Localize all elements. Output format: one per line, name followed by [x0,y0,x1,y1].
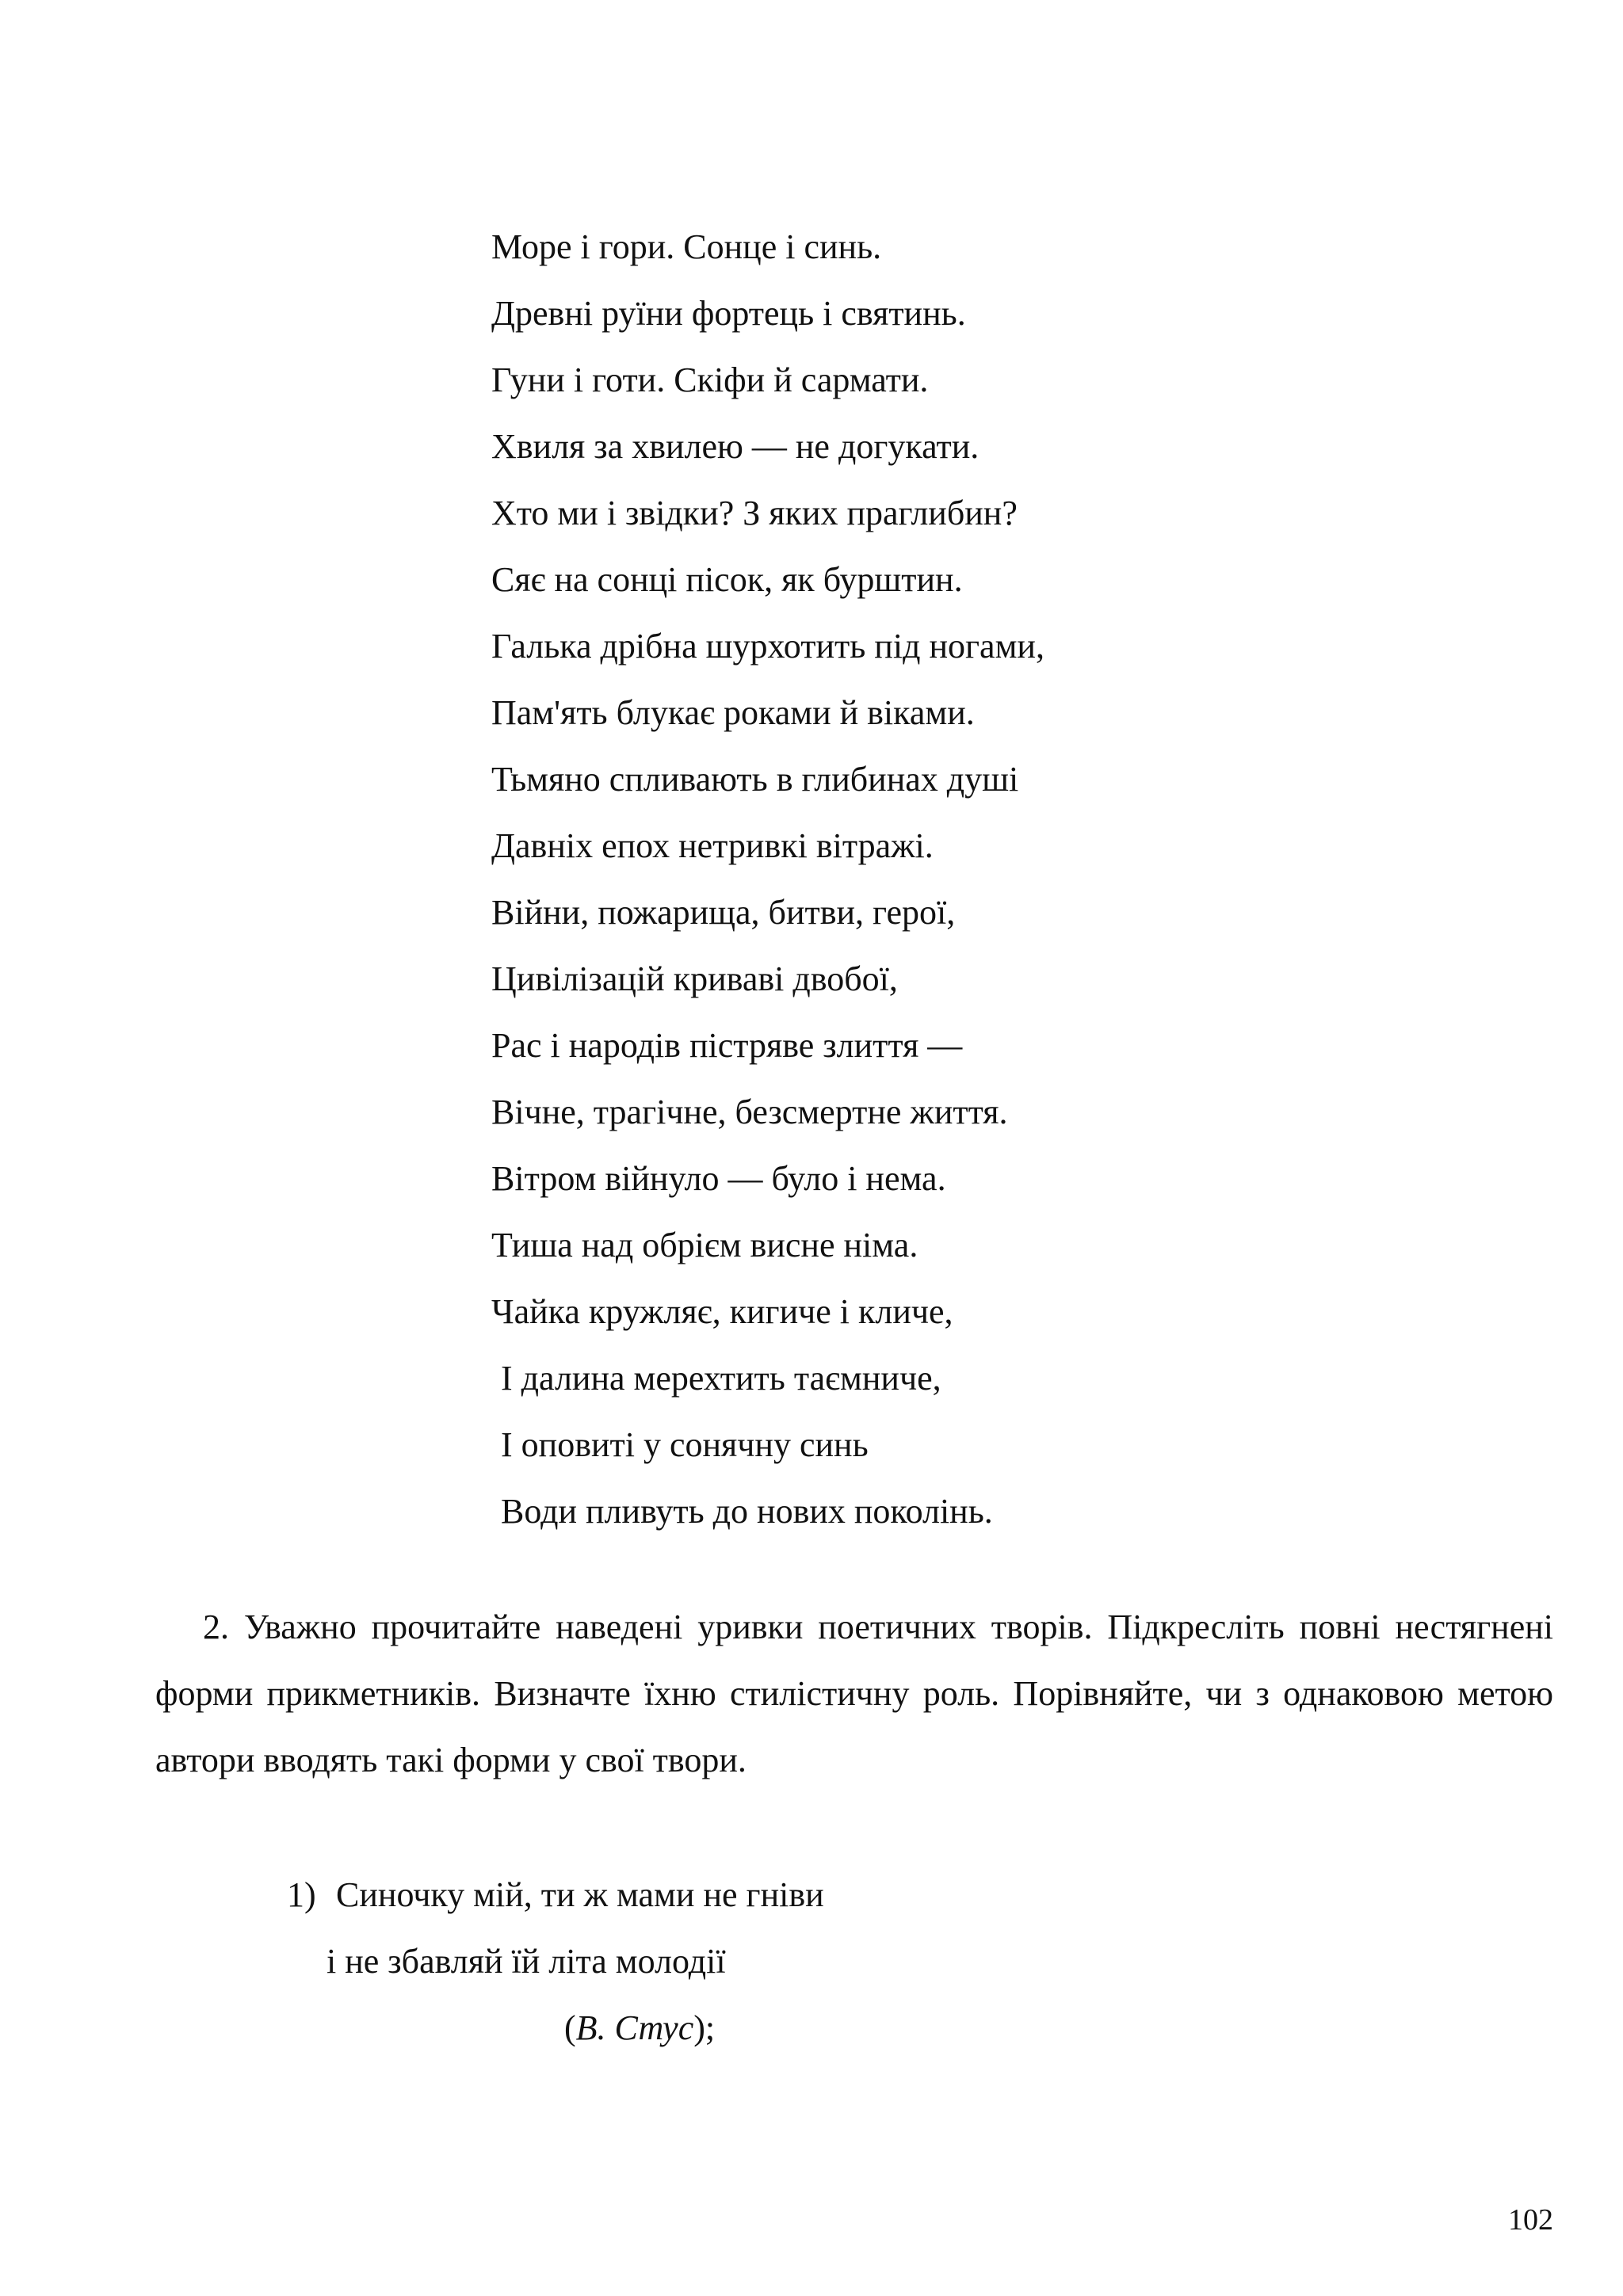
poem-line: Гуни і готи. Скіфи й сармати. [491,360,929,399]
poem-line: Вітром війнуло — було і нема. [491,1159,946,1198]
poem-line: Тиша над обрієм висне німа. [491,1226,918,1264]
poetry-excerpt [287,1862,824,2061]
attribution-open: ( [564,2008,576,2047]
poem-line: Цивілізацій криваві двобої, [491,959,898,998]
page-number: 102 [1508,2203,1553,2237]
poem-line: Хто ми і звідки? З яких праглибин? [491,494,1018,532]
attribution-close: ); [693,2008,716,2047]
task-paragraph: 2. Уважно прочитайте наведені уривки поетичних творів. Підкресліть повні нестягнені форми прикметників. Визначте їхню стилістичну роль. Порівняйте, чи з однаковою метою автори вводять такі форми у свої твори. [155,1608,1553,1779]
excerpt-line: і не збавляй їй літа молодії [327,1942,726,1981]
poem-line: Війни, пожарища, битви, герої, [491,893,956,932]
poem-line: Галька дрібна шурхотить під ногами, [491,627,1044,666]
poem-line: І далина мерехтить таємниче, [501,1359,941,1398]
poem-line: Древні руїни фортець і святинь. [491,294,966,333]
author-name: В. Стус [575,2008,694,2047]
poem-line: Тьмяно спливають в глибинах душі [491,760,1019,799]
poem [491,214,1044,1545]
poem-line: Хвиля за хвилею — не догукати. [491,427,980,466]
poem-line: Рас і народів пістряве злиття — [491,1026,963,1065]
poem-line: І оповиті у сонячну синь [501,1425,869,1464]
excerpt-text: Синочку мій, ти ж мами не гніви [336,1875,824,1914]
excerpt-attribution [287,1995,824,2061]
poem-line: Води пливуть до нових поколінь. [501,1492,993,1531]
poem-line: Море і гори. Сонце і синь. [491,227,882,266]
poem-line: Сяє на сонці пісок, як бурштин. [491,560,963,599]
poem-line: Чайка кружляє, кигиче і кличе, [491,1292,953,1331]
excerpt-number: 1) [287,1875,316,1914]
poem-line: Пам'ять блукає роками й віками. [491,693,975,732]
poem-line: Вічне, трагічне, безсмертне життя. [491,1093,1008,1131]
excerpt-line [287,1862,824,1928]
poem-line: Давніх епох нетривкі вітражі. [491,826,934,865]
